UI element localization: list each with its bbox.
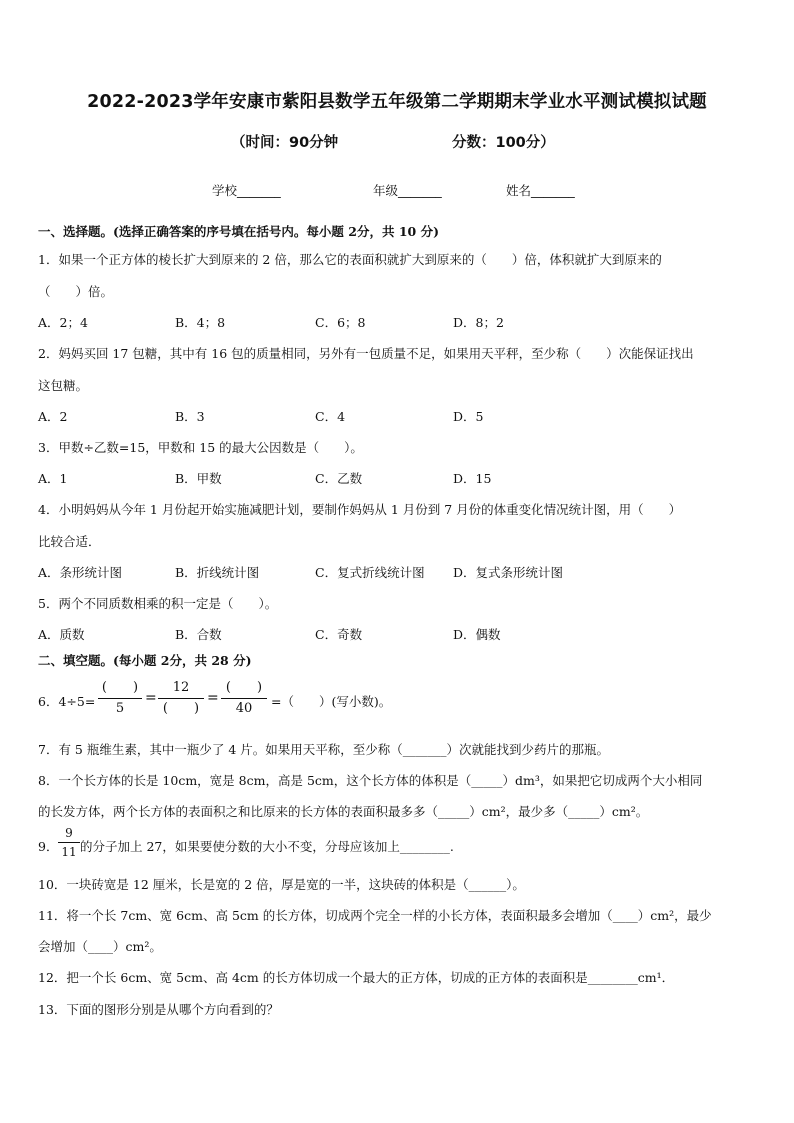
section2-heading: 二、填空题。(每小题 2分，共 28 分) xyxy=(38,653,252,668)
q1-option-b: B．4；8 xyxy=(175,315,226,330)
section1-heading: 一、选择题。(选择正确答案的序号填在括号内。每小题 2分，共 10 分) xyxy=(38,224,439,239)
q4-option-d: D．复式条形统计图 xyxy=(453,565,564,580)
q5-option-a: A．质数 xyxy=(38,627,85,642)
q2-option-d: D．5 xyxy=(453,409,484,424)
q1-line1: 1．如果一个正方体的棱长扩大到原来的 2 倍，那么它的表面积就扩大到原来的（ ）倍，体积就扩大到原来的 xyxy=(38,252,662,267)
q5-option-c: C．奇数 xyxy=(315,627,363,642)
q3-option-d: D．15 xyxy=(453,471,492,486)
q1-option-a: A．2；4 xyxy=(38,315,88,330)
q6-suffix: =（ ）(写小数)。 xyxy=(271,694,392,709)
q6-fraction-1-numerator: ( ) xyxy=(101,680,139,695)
q9-fraction xyxy=(58,825,80,860)
school-field: 学校_______ xyxy=(212,183,281,198)
q12-line: 12．把一个长 6cm、宽 5cm、高 4cm 的长方体切成一个最大的正方体，切成的正方体的表面积是________cm¹． xyxy=(38,970,675,985)
q5-option-d: D．偶数 xyxy=(453,627,501,642)
q10-line: 10．一块砖宽是 12 厘米，长是宽的 2 倍，厚是宽的一半，这块砖的体积是（______）。 xyxy=(38,877,525,892)
q2-line1: 2．妈妈买回 17 包糖，其中有 16 包的质量相同，另外有一包质量不足，如果用天平秤，至少称（ ）次能保证找出 xyxy=(38,346,694,361)
grade-field: 年级_______ xyxy=(373,183,442,198)
q4-line2: 比较合适． xyxy=(38,534,101,549)
q6-equals-1: = xyxy=(145,690,157,706)
exam-score: 分数：100分） xyxy=(452,135,555,151)
q6-prefix: 6．4÷5= xyxy=(38,694,96,709)
q1-line2: （ ）倍。 xyxy=(38,284,114,299)
q9-denominator: 11 xyxy=(61,845,77,859)
q6-fraction-3-denominator: 40 xyxy=(235,701,253,716)
q7-line: 7．有 5 瓶维生素，其中一瓶少了 4 片。如果用天平称，至少称（_______）次就能找到少药片的那瓶。 xyxy=(38,742,610,757)
q8-line2: 的长发方体，两个长方体的表面积之和比原来的长方体的表面积最多多（_____）cm²，最少多（_____）cm²。 xyxy=(38,804,649,819)
q11-line1: 11．将一个长 7cm、宽 6cm、高 5cm 的长方体，切成两个完全一样的小长方体，表面积最多会增加（____）cm²，最少 xyxy=(38,908,712,923)
q6-fraction-2-denominator: ( ) xyxy=(162,701,200,716)
q3-line1: 3．甲数÷乙数=15，甲数和 15 的最大公因数是（ ）。 xyxy=(38,440,363,455)
q1-option-c: C．6；8 xyxy=(315,315,366,330)
q3-option-b: B．甲数 xyxy=(175,471,222,486)
q6-fraction-3-numerator: ( ) xyxy=(225,680,263,695)
q3-option-c: C．乙数 xyxy=(315,471,363,486)
q4-line1: 4．小明妈妈从今年 1 月份起开始实施减肥计划，要制作妈妈从 1 月份到 7 月份的体重变化情况统计图，用（ ） xyxy=(38,502,682,517)
name-field: 姓名_______ xyxy=(506,183,575,198)
q1-option-d: D．8；2 xyxy=(453,315,504,330)
q6-fraction-2 xyxy=(158,679,204,718)
q6-fraction-1 xyxy=(98,679,142,718)
q4-option-b: B．折线统计图 xyxy=(175,565,260,580)
q6-equals-2: = xyxy=(207,690,219,706)
q11-line2: 会增加（____）cm²。 xyxy=(38,939,162,954)
q5-line1: 5．两个不同质数相乘的积一定是（ ）。 xyxy=(38,596,278,611)
q8-line1: 8．一个长方体的长是 10cm，宽是 8cm，高是 5cm，这个长方体的体积是（_____）dm³，如果把它切成两个大小相同 xyxy=(38,773,703,788)
exam-title: 2022-2023学年安康市紫阳县数学五年级第二学期期末学业水平测试模拟试题 xyxy=(87,92,707,112)
q6-fraction-3 xyxy=(221,679,267,718)
q13-line: 13．下面的图形分别是从哪个方向看到的？ xyxy=(38,1002,279,1017)
q9-text: 的分子加上 27，如果要使分数的大小不变，分母应该加上________. xyxy=(80,839,454,854)
exam-time: （时间：90分钟 xyxy=(231,135,339,151)
q9-numerator: 9 xyxy=(65,826,73,840)
q4-option-a: A．条形统计图 xyxy=(38,565,123,580)
q6-fraction-1-denominator: 5 xyxy=(115,701,125,716)
q2-option-b: B．3 xyxy=(175,409,205,424)
q2-option-c: C．4 xyxy=(315,409,346,424)
q2-line2: 这包糖。 xyxy=(38,378,89,393)
q2-option-a: A．2 xyxy=(38,409,68,424)
q5-option-b: B．合数 xyxy=(175,627,222,642)
q6-fraction-2-numerator: 12 xyxy=(172,680,190,695)
q3-option-a: A．1 xyxy=(38,471,68,486)
q9-prefix: 9． xyxy=(38,839,59,854)
q4-option-c: C．复式折线统计图 xyxy=(315,565,425,580)
